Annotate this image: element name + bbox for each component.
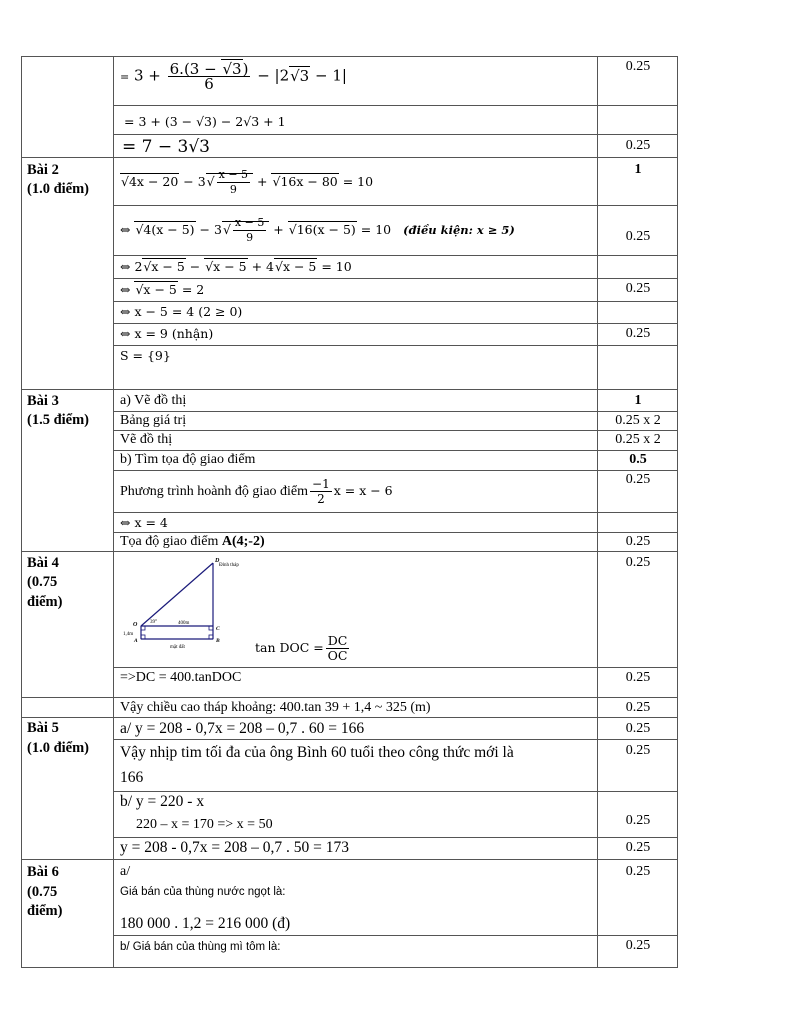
bai1-line2: = 3 + (3 − √3) − 2√3 + 1 xyxy=(124,114,286,129)
row-divider xyxy=(113,134,678,135)
row-divider xyxy=(21,859,678,860)
bai2-condition: (điều kiện: x ≥ 5) xyxy=(403,223,515,237)
row-divider xyxy=(21,697,678,698)
score: 0.25 xyxy=(625,700,651,715)
bai3-points: (1.5 điểm) xyxy=(27,412,90,428)
fig-label-dist: 400m xyxy=(178,621,190,626)
score: 0.25 xyxy=(625,59,651,74)
row-divider xyxy=(113,532,678,533)
fig-label-angle: 39° xyxy=(150,620,157,625)
bai3-ve: Vẽ đồ thị xyxy=(120,432,173,447)
bai3-b: b) Tìm tọa độ giao điểm xyxy=(120,452,256,467)
bai3-bang: Bảng giá trị xyxy=(120,413,187,428)
score: 0.25 xyxy=(625,281,651,296)
fig-label-d: D xyxy=(215,558,220,564)
bai6-a: a/ xyxy=(120,864,131,879)
row-divider xyxy=(113,345,678,346)
row-divider xyxy=(113,105,678,106)
bai2-eq7: S = {9} xyxy=(120,348,171,363)
row-divider xyxy=(21,717,678,718)
score: 0.25 xyxy=(625,472,651,487)
bai3-toado: Tọa độ giao điểm A(4;-2) xyxy=(120,534,265,549)
bai5-points: (1.0 điểm) xyxy=(27,740,90,756)
fig-label-height: 1,4m xyxy=(123,632,134,637)
bai5-c: y = 208 - 0,7x = 208 – 0,7 . 50 = 173 xyxy=(120,839,350,856)
bai4-points1: (0.75 xyxy=(27,574,58,590)
row-divider xyxy=(113,430,678,431)
bai6-calc: 180 000 . 1,2 = 216 000 (đ) xyxy=(120,915,291,932)
score: 0.25 xyxy=(625,138,651,153)
score: 0.25 xyxy=(625,326,651,341)
score: 0.25 xyxy=(625,229,651,244)
row-divider xyxy=(21,389,678,390)
tower-figure xyxy=(118,554,258,654)
fig-label-a: A xyxy=(134,638,138,644)
row-divider xyxy=(113,512,678,513)
score: 0.25 x 2 xyxy=(615,413,661,428)
score: 0.25 xyxy=(625,864,651,879)
score: 1 xyxy=(634,162,642,177)
column-divider xyxy=(597,56,598,968)
score: 0.25 xyxy=(625,721,651,736)
bai1-line1: = 3 + $\frac{6.(3 - √3)}{6}$ − |2√3 − 1| xyxy=(120,60,347,93)
bai5-vay1: Vậy nhịp tim tối đa của ông Bình 60 tuổi theo công thức mới là xyxy=(120,744,514,761)
bai4-points2: điểm) xyxy=(27,594,63,610)
bai2-points: (1.0 điểm) xyxy=(27,181,90,197)
row-divider xyxy=(113,667,678,668)
row-divider xyxy=(21,157,678,158)
bai4-vay: Vậy chiều cao tháp khoảng: 400.tan 39 + 1,4 ~ 325 (m) xyxy=(120,700,431,715)
fig-label-ground: mặt đất xyxy=(170,645,185,650)
bai3-x4: ⇔ x = 4 xyxy=(120,515,168,530)
fig-label-c: C xyxy=(216,626,220,632)
score: 0.25 xyxy=(625,938,651,953)
bai5-title: Bài 5 xyxy=(27,720,59,736)
fig-label-o: O xyxy=(133,622,138,628)
score: 0.25 xyxy=(625,813,651,828)
bai6-points1: (0.75 xyxy=(27,884,58,900)
bai6-title: Bài 6 xyxy=(27,864,59,880)
fig-label-dinh: Đỉnh tháp xyxy=(219,563,239,568)
bai5-b1: b/ y = 220 - x xyxy=(120,793,205,810)
row-divider xyxy=(113,278,678,279)
score: 1 xyxy=(634,393,642,408)
score: 0.25 xyxy=(625,743,651,758)
bai5-vay2: 166 xyxy=(120,769,144,786)
score: 0.25 xyxy=(625,670,651,685)
row-divider xyxy=(113,411,678,412)
row-divider xyxy=(113,323,678,324)
bai4-dc: =>DC = 400.tanDOC xyxy=(120,670,242,685)
row-divider xyxy=(113,470,678,471)
row-divider xyxy=(113,301,678,302)
bai2-eq4: ⇔ √x − 5 = 2 xyxy=(120,282,205,297)
row-divider xyxy=(113,205,678,206)
column-divider xyxy=(113,56,114,968)
score: 0.25 xyxy=(625,555,651,570)
bai3-title: Bài 3 xyxy=(27,393,59,409)
bai4-tan: tan DOC = $\frac{DC}{OC}$ xyxy=(255,633,348,663)
row-divider xyxy=(113,791,678,792)
score: 0.25 xyxy=(625,840,651,855)
row-divider xyxy=(21,551,678,552)
bai4-title: Bài 4 xyxy=(27,555,59,571)
bai2-eq2: ⇔ √4(x − 5) − 3√ $\frac{x - 5}{9}$ + √16(x − 5) = 10 (điều kiện: x ≥ 5) xyxy=(120,216,515,244)
bai5-b2: 220 – x = 170 => x = 50 xyxy=(136,817,273,832)
bai6-b: b/ Giá bán của thùng mì tôm là: xyxy=(120,941,281,953)
bai6-gia: Giá bán của thùng nước ngọt là: xyxy=(120,886,286,898)
fig-label-b: B xyxy=(216,638,220,644)
row-divider xyxy=(113,255,678,256)
bai2-eq5: ⇔ x − 5 = 4 (2 ≥ 0) xyxy=(120,304,243,319)
bai3-pt: Phương trình hoành độ giao điểm $\frac{-1}{2}$ x = x − 6 xyxy=(120,477,393,507)
score: 0.5 xyxy=(629,452,647,467)
bai2-eq1: √4x − 20 − 3√ $\frac{x - 5}{9}$ + √16x − 80 = 10 xyxy=(121,168,374,196)
row-divider xyxy=(113,450,678,451)
score: 0.25 xyxy=(625,534,651,549)
row-divider xyxy=(113,837,678,838)
bai5-a: a/ y = 208 - 0,7x = 208 – 0,7 . 60 = 166 xyxy=(120,720,365,737)
bai2-eq6: ⇔ x = 9 (nhận) xyxy=(120,326,214,341)
bai2-eq3: ⇔ 2√x − 5 − √x − 5 + 4√x − 5 = 10 xyxy=(120,259,352,274)
bai3-a: a) Vẽ đồ thị xyxy=(120,393,187,408)
bai2-title: Bài 2 xyxy=(27,162,59,178)
row-divider xyxy=(113,739,678,740)
row-divider xyxy=(113,935,678,936)
score: 0.25 x 2 xyxy=(615,432,661,447)
bai6-points2: điểm) xyxy=(27,903,63,919)
bai1-line3: = 7 − 3√3 xyxy=(122,137,210,157)
